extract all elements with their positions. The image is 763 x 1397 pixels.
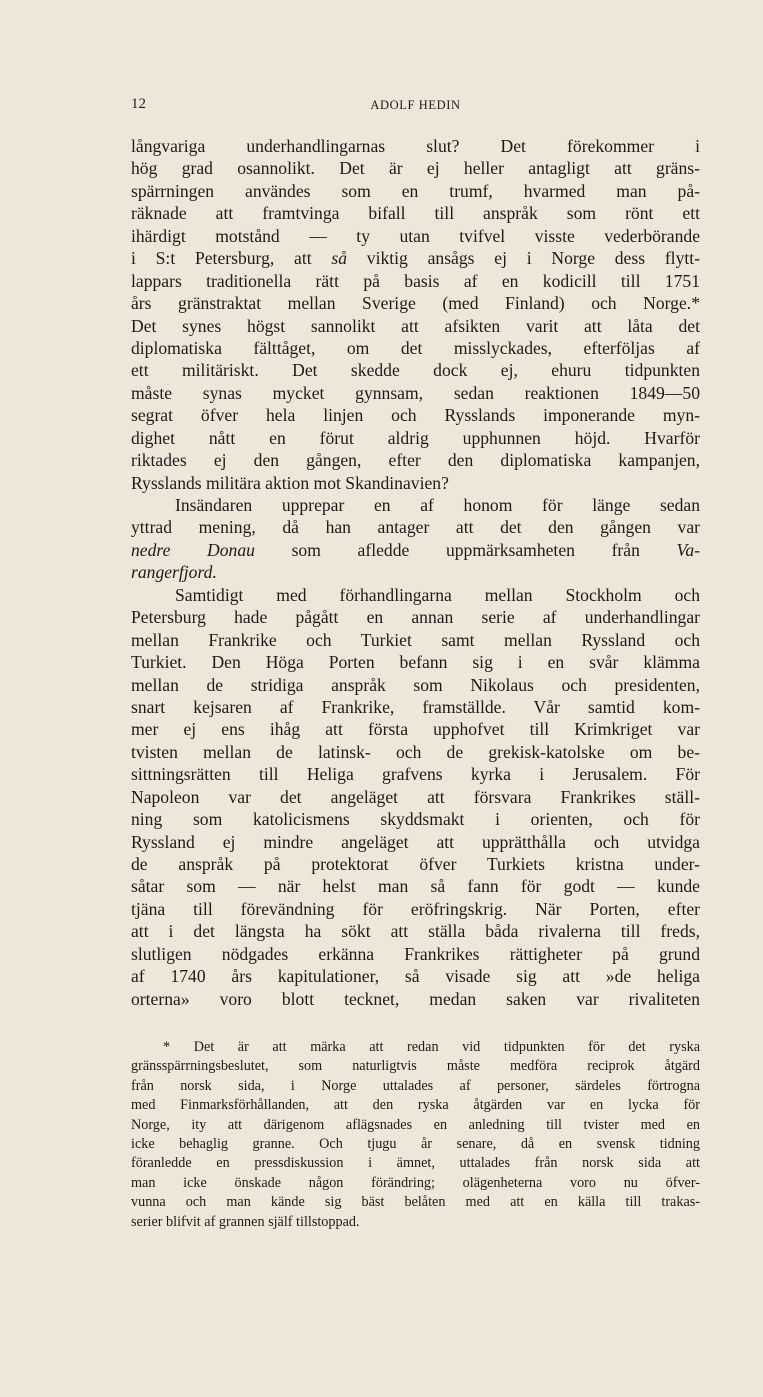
text-line: spärrningen användes som en trumf, hvarmed man på-: [131, 180, 700, 201]
text-line: Insändaren upprepar en af honom för länge sedan: [175, 495, 700, 515]
text-line: [131, 539, 700, 561]
text-line: riktades ej den gången, efter den diplomatiska kampanjen,: [131, 450, 700, 471]
footnote-line: gränsspärrningsbeslutet, som naturligtvis måste medföra reciprok åtgärd: [131, 1058, 700, 1075]
text-line: ihärdigt motstånd — ty utan tvifvel visste vederbörande: [131, 225, 700, 246]
text-line: hög grad osannolikt. Det är ej heller antagligt att gräns-: [131, 158, 700, 179]
text-line: snart kejsaren af Frankrike, framställde. Vår samtid kom-: [131, 696, 700, 717]
line-segment: viktig ansågs ej i Norge dess flytt-: [347, 248, 700, 269]
text-line: Samtidigt med förhandlingarna mellan Stockholm och: [175, 584, 700, 605]
text-line: [131, 561, 700, 583]
text-line: ett militäriskt. Det skedde dock ej, ehuru tidpunkten: [131, 360, 700, 381]
text-line: yttrad mening, då han antager att det den gången var: [131, 517, 700, 538]
line-segment: som afledde uppmärksamheten från: [254, 539, 677, 560]
text-line: långvariga underhandlingarnas slut? Det förekommer i: [131, 136, 700, 156]
text-line: Turkiet. Den Höga Porten befann sig i en svår klämma: [131, 652, 700, 673]
text-line: års gränstraktat mellan Sverige (med Finland) och Norge.*: [131, 293, 700, 314]
text-line: Det synes högst sannolikt att afsikten varit att låta det: [131, 315, 700, 336]
text-line: slutligen nödgades erkänna Frankrikes rättigheter på grund: [131, 943, 700, 964]
italic-phrase: nedre Donau: [131, 539, 255, 560]
text-line: måste synas mycket gynnsam, sedan reaktionen 1849—50: [131, 382, 700, 403]
text-line: Napoleon var det angeläget att försvara Frankrikes ställ-: [131, 786, 700, 807]
footnote-line: Norge, ity att därigenom aflägsnades en anledning till tvister med en: [131, 1116, 700, 1133]
text-line: segrat öfver hela linjen och Rysslands imponerande myn-: [131, 405, 700, 426]
running-head: ADOLF HEDIN: [370, 98, 461, 112]
line-segment: i S:t Petersburg, att: [131, 248, 312, 269]
italic-phrase: rangerfjord.: [131, 562, 217, 583]
text-line: af 1740 års kapitulationer, så visade sig att »de heliga: [131, 966, 700, 987]
text-line: tjäna till förevändning för eröfringskrig. När Porten, efter: [131, 898, 700, 919]
text-line: diplomatiska fälttåget, om det misslyckades, efterföljas af: [131, 337, 700, 358]
text-line: mer ej ens ihåg att första upphofvet till Krimkriget var: [131, 719, 700, 740]
footnote-line: från norsk sida, i Norge uttalades af personer, särdeles förtrogna: [131, 1077, 700, 1094]
text-line: tvisten mellan de latinsk- och de grekisk-katolske om be-: [131, 741, 700, 762]
page-number: 12: [131, 96, 146, 112]
footnote-line: icke behaglig granne. Och tjugu år senare, då en svensk tidning: [131, 1135, 700, 1152]
text-line: Petersburg hade pågått en annan serie af underhandlingar: [131, 607, 700, 628]
text-line: [131, 247, 700, 269]
footnote-line: föranledde en pressdiskussion i ämnet, uttalades från norsk sida att: [131, 1155, 700, 1172]
page-header: [131, 96, 700, 116]
footnote-line: vunna och man kände sig bäst belåten med att en källa till trakas-: [131, 1194, 700, 1211]
text-line: mellan Frankrike och Turkiet samt mellan Ryssland och: [131, 629, 700, 650]
text-line: de anspråk på protektorat öfver Turkiets kristna under-: [131, 854, 700, 874]
footnote-line: * Det är att märka att redan vid tidpunkten för det ryska: [163, 1039, 700, 1055]
text-line: såtar som — när helst man så fann för godt — kunde: [131, 876, 700, 897]
text-line: dighet nått en förut aldrig upphunnen höjd. Hvarför: [131, 427, 700, 448]
italic-phrase: Va-: [676, 539, 700, 560]
text-line: lappars traditionella rätt på basis af en kodicill till 1751: [131, 270, 700, 291]
text-line: sittningsrätten till Heliga grafvens kyrka i Jerusalem. För: [131, 764, 700, 785]
text-line: mellan de stridiga anspråk som Nikolaus och presidenten,: [131, 674, 700, 695]
footnote-line: man icke önskade någon förändring; olägenheterna voro nu öfver-: [131, 1174, 700, 1191]
text-line: Ryssland ej mindre angeläget att upprätthålla och utvidga: [131, 831, 700, 852]
text-line: räknade att framtvinga bifall till anspråk som rönt ett: [131, 203, 700, 224]
footnote: [131, 1038, 700, 1232]
body-text: [131, 135, 700, 1010]
footnote-line: serier blifvit af grannen själf tillstoppad.: [131, 1213, 360, 1230]
text-line: ning som katolicismens skyddsmakt i orienten, och för: [131, 809, 700, 830]
footnote-line: med Finmarksförhållanden, att den ryska åtgärden var en lycka för: [131, 1097, 700, 1114]
text-line: att i det längsta ha sökt att ställa båda rivalerna till freds,: [131, 921, 700, 942]
text-line: Rysslands militära aktion mot Skandinavien?: [131, 472, 449, 493]
text-line: orterna» voro blott tecknet, medan saken var rivaliteten: [131, 988, 700, 1009]
italic-word: så: [331, 248, 348, 269]
